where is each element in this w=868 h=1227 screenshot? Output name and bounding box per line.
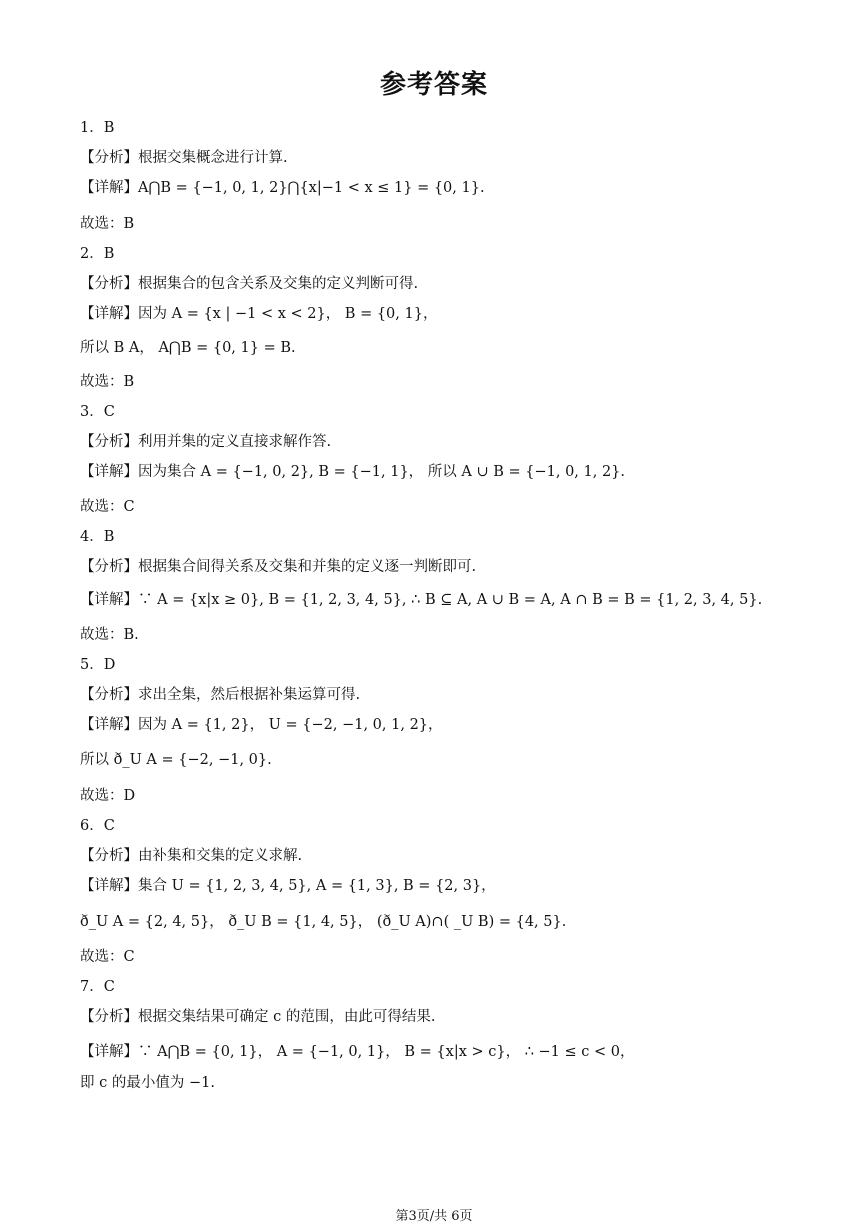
answer-line: 故选：B [80, 216, 135, 232]
answer-line: 6．C [80, 818, 115, 834]
answer-line: 7．C [80, 979, 115, 995]
answer-line: 故选：B [80, 374, 135, 390]
answer-line: 故选：B. [80, 627, 139, 643]
answer-line: 【分析】利用并集的定义直接求解作答. [80, 434, 332, 450]
answer-line: 故选：D [80, 788, 136, 804]
answer-line: ð_U A = {2, 4, 5}， ð_U B = {1, 4, 5}， (ð_U A)∩( _U B) = {4, 5}. [80, 914, 567, 930]
answer-line: 5．D [80, 657, 116, 673]
answer-line: 所以 ð_U A = {−2, −1, 0}. [80, 752, 272, 768]
answer-line: 故选：C [80, 499, 135, 515]
answer-line: 所以 B A， A⋂B = {0, 1} = B. [80, 340, 296, 356]
answer-line: 【分析】根据集合的包含关系及交集的定义判断可得. [80, 276, 419, 292]
answer-line: 【分析】根据交集概念进行计算. [80, 150, 288, 166]
answer-line: 【详解】因为 A = {x | −1 < x < 2}， B = {0, 1}， [80, 306, 438, 322]
answer-line: 即 c 的最小值为 −1. [80, 1075, 215, 1091]
answer-line: 【详解】集合 U = {1, 2, 3, 4, 5}, A = {1, 3}, B = {2, 3}， [80, 878, 496, 894]
answer-line: 【详解】∵ A⋂B = {0, 1}， A = {−1, 0, 1}， B = {x|x > c}， ∴ −1 ≤ c < 0， [80, 1044, 635, 1060]
answer-line: 2．B [80, 246, 115, 262]
answer-line: 4．B [80, 529, 115, 545]
answer-line: 【分析】根据集合间得关系及交集和并集的定义逐一判断即可. [80, 559, 477, 575]
answer-line: 【分析】求出全集，然后根据补集运算可得. [80, 687, 361, 703]
answer-line: 1．B [80, 120, 115, 136]
answer-line: 故选：C [80, 949, 135, 965]
answer-line: 【分析】根据交集结果可确定 c 的范围，由此可得结果. [80, 1009, 436, 1025]
answer-line: 【详解】因为集合 A = {−1, 0, 2}, B = {−1, 1}， 所以 A ∪ B = {−1, 0, 1, 2}. [80, 464, 626, 480]
answer-line: 【详解】因为 A = {1, 2}， U = {−2, −1, 0, 1, 2}， [80, 717, 443, 733]
answer-line: 3．C [80, 404, 115, 420]
answer-line: 【详解】∵ A = {x|x ≥ 0}, B = {1, 2, 3, 4, 5}, ∴ B ⊆ A, A ∪ B = A, A ∩ B = B = {1, 2, 3, 4, 5}. [80, 592, 763, 608]
page-footer: 第3页/共 6页 [395, 1209, 473, 1224]
page-title: 参考答案 [379, 70, 488, 100]
answer-line: 【分析】由补集和交集的定义求解. [80, 848, 303, 864]
answer-line: 【详解】A⋂B = {−1, 0, 1, 2}⋂{x|−1 < x ≤ 1} = {0, 1}. [80, 180, 485, 196]
